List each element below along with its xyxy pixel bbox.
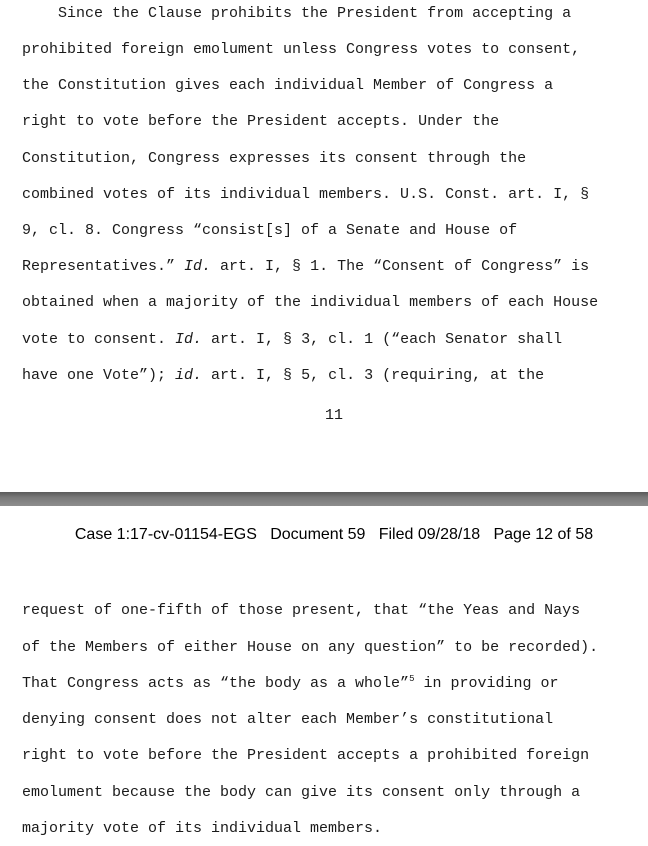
text-segment: vote to consent. xyxy=(22,331,176,348)
page-divider xyxy=(0,492,648,506)
citation-italic: Id. xyxy=(184,258,212,275)
text-line: emolument because the body can give its consent only through a xyxy=(22,784,581,801)
text-line xyxy=(22,367,544,385)
text-line: right to vote before the President accepts. Under the xyxy=(22,113,500,130)
text-line: the Constitution gives each individual Member of Congress a xyxy=(22,77,554,94)
case-header: Case 1:17-cv-01154-EGS Document 59 Filed 09/28/18 Page 12 of 58 xyxy=(74,526,594,543)
text-line: combined votes of its individual members. U.S. Const. art. I, § xyxy=(22,186,590,203)
footnote-marker[interactable]: 5 xyxy=(409,674,415,684)
text-segment: art. I, § 3, cl. 1 (“each Senator shall xyxy=(202,331,563,348)
citation-italic: Id. xyxy=(175,331,203,348)
page-number: 11 xyxy=(324,407,343,424)
text-line: denying consent does not alter each Member’s constitutional xyxy=(22,711,554,728)
text-line: request of one-fifth of those present, that “the Yeas and Nays xyxy=(22,602,581,619)
text-line: of the Members of either House on any question” to be recorded). xyxy=(22,639,599,656)
text-line: obtained when a majority of the individual members of each House xyxy=(22,294,599,311)
text-line: Constitution, Congress expresses its consent through the xyxy=(22,150,527,167)
text-segment: That Congress acts as “the body as a whole” xyxy=(22,675,410,692)
text-segment: Representatives.” xyxy=(22,258,185,275)
page-12 xyxy=(0,506,648,846)
text-line: right to vote before the President accepts a prohibited foreign xyxy=(22,747,590,764)
text-line: Since the Clause prohibits the President from accepting a xyxy=(22,5,572,22)
text-line xyxy=(22,331,562,349)
text-segment: art. I, § 5, cl. 3 (requiring, at the xyxy=(202,367,545,384)
text-line xyxy=(22,258,589,276)
text-segment: have one Vote”); xyxy=(22,367,176,384)
text-line: majority vote of its individual members. xyxy=(22,820,383,837)
text-segment: art. I, § 1. The “Consent of Congress” is xyxy=(211,258,590,275)
text-segment: in providing or xyxy=(414,675,559,692)
text-line xyxy=(22,675,559,693)
text-line: prohibited foreign emolument unless Congress votes to consent, xyxy=(22,41,581,58)
citation-italic: id. xyxy=(175,367,203,384)
text-line: 9, cl. 8. Congress “consist[s] of a Senate and House of xyxy=(22,222,518,239)
